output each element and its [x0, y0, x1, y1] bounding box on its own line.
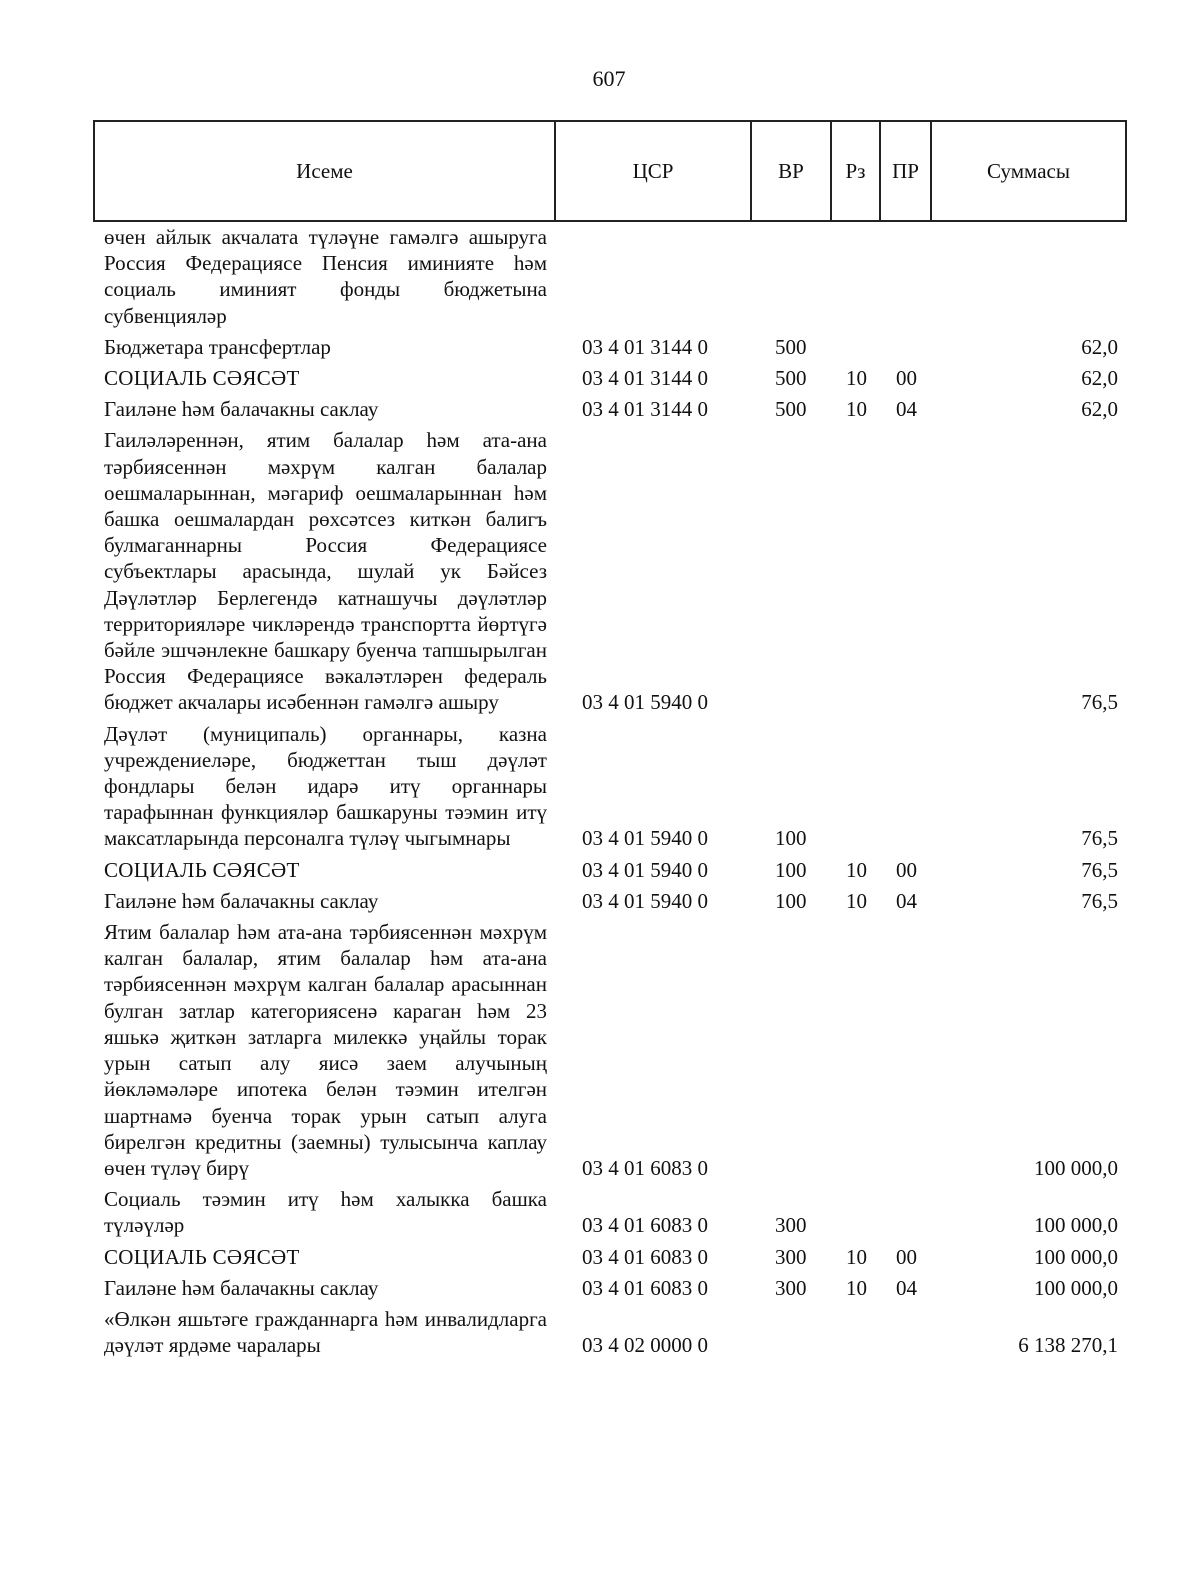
- row-name: Гаиләне һәм балачакны саклау: [104, 1275, 379, 1300]
- row-pr: 00: [896, 857, 917, 882]
- row-csr: 03 4 01 3144 0: [582, 334, 708, 359]
- row-sum: 6 138 270,1: [1018, 1333, 1118, 1358]
- row-sum: 100 000,0: [1034, 1275, 1118, 1300]
- row-pr: 04: [896, 888, 917, 913]
- table-row: [0, 334, 1200, 360]
- row-pr: 04: [896, 397, 917, 422]
- row-vr: 100: [775, 888, 807, 913]
- table-row: [0, 721, 1200, 852]
- row-name: СОЦИАЛЬ СӘЯСӘТ: [104, 366, 300, 391]
- row-rz: 10: [846, 366, 867, 391]
- table-row: [0, 1244, 1200, 1270]
- row-name: Гаиләләреннән, ятим балалар һәм ата-ана тәрбиясеннән мәхрүм калган балалар оешмаларыннан, мәгариф оешмаларыннан һәм башка оешмалардан рөхсәтсез киткән балигъ булмаганнарны Россия Федерациясе субъектлары арасында, шулай ук Бәйсез Дәүләтләр Берлегендә катнашучы дәүләтләр территорияләре чикләрендә транспортта йөртүгә бәйле эшчәнлекне башкару буенча тапшырылган Россия Федерациясе вәкаләтләрен федераль бюджет акчалары исәбеннән гамәлгә ашыру: [104, 428, 547, 715]
- row-rz: 10: [846, 888, 867, 913]
- table-row: [0, 888, 1200, 914]
- row-name: Гаиләне һәм балачакны саклау: [104, 397, 379, 422]
- table-row: [0, 1275, 1200, 1301]
- row-name: Дәүләт (муниципаль) органнары, казна учреждениеләре, бюджеттан тыш дәүләт фондлары белән идарә итү органнары тарафыннан функцияләр башкаруны тәэмин итү максатларында персоналга түләү чыгымнары: [104, 721, 547, 851]
- row-sum: 76,5: [1081, 690, 1118, 715]
- header-rz: Рз: [832, 122, 881, 220]
- row-csr: 03 4 02 0000 0: [582, 1333, 708, 1358]
- row-sum: 62,0: [1081, 397, 1118, 422]
- row-rz: 10: [846, 1244, 867, 1269]
- row-name: Бюджетара трансфертлар: [104, 334, 331, 359]
- row-rz: 10: [846, 857, 867, 882]
- header-name: Исеме: [95, 122, 556, 220]
- table-row: [0, 396, 1200, 422]
- row-sum: 62,0: [1081, 366, 1118, 391]
- table-row: [0, 224, 1200, 329]
- row-csr: 03 4 01 5940 0: [582, 888, 708, 913]
- row-csr: 03 4 01 6083 0: [582, 1213, 708, 1238]
- row-name: СОЦИАЛЬ СӘЯСӘТ: [104, 857, 300, 882]
- row-csr: 03 4 01 3144 0: [582, 397, 708, 422]
- row-vr: 300: [775, 1213, 807, 1238]
- row-name: Гаиләне һәм балачакны саклау: [104, 888, 379, 913]
- row-name: СОЦИАЛЬ СӘЯСӘТ: [104, 1244, 300, 1269]
- table-header: [93, 120, 1127, 222]
- row-csr: 03 4 01 6083 0: [582, 1244, 708, 1269]
- row-pr: 00: [896, 366, 917, 391]
- row-vr: 300: [775, 1244, 807, 1269]
- table-row: [0, 919, 1200, 1181]
- table-row: [0, 857, 1200, 883]
- header-pr: ПР: [881, 122, 932, 220]
- table-body: [0, 224, 1200, 1358]
- row-pr: 00: [896, 1244, 917, 1269]
- row-vr: 100: [775, 826, 807, 851]
- row-sum: 76,5: [1081, 826, 1118, 851]
- row-vr: 100: [775, 857, 807, 882]
- row-vr: 300: [775, 1275, 807, 1300]
- row-rz: 10: [846, 1275, 867, 1300]
- row-csr: 03 4 01 6083 0: [582, 1275, 708, 1300]
- table-row: [0, 1186, 1200, 1238]
- row-csr: 03 4 01 5940 0: [582, 826, 708, 851]
- table-row: [0, 1306, 1200, 1358]
- header-vr: ВР: [752, 122, 832, 220]
- row-vr: 500: [775, 366, 807, 391]
- row-csr: 03 4 01 3144 0: [582, 366, 708, 391]
- row-csr: 03 4 01 6083 0: [582, 1155, 708, 1180]
- row-sum: 76,5: [1081, 888, 1118, 913]
- row-sum: 100 000,0: [1034, 1213, 1118, 1238]
- row-name: Ятим балалар һәм ата-ана тәрбиясеннән мәхрүм калган балалар, ятим балалар һәм ата-ана тәрбиясеннән мәхрүм калган балалар арасыннан булган затлар категориясенә караган һәм 23 яшькә җиткән затларга милеккә уңайлы торак урын сатып алу яисә заем алучының йөкләмәләре ипотека белән тәэмин ителгән шартнамә буенча торак урын сатып алуга бирелгән кредитны (заемны) тулысынча каплау өчен түләү бирү: [104, 920, 547, 1180]
- row-sum: 100 000,0: [1034, 1155, 1118, 1180]
- row-sum: 76,5: [1081, 857, 1118, 882]
- table-row: [0, 427, 1200, 715]
- row-sum: 62,0: [1081, 334, 1118, 359]
- row-pr: 04: [896, 1275, 917, 1300]
- header-csr: ЦСР: [556, 122, 752, 220]
- table-row: [0, 365, 1200, 391]
- row-csr: 03 4 01 5940 0: [582, 690, 708, 715]
- row-csr: 03 4 01 5940 0: [582, 857, 708, 882]
- row-vr: 500: [775, 334, 807, 359]
- header-sum: Суммасы: [987, 158, 1070, 183]
- row-name: «Өлкән яшьтәге гражданнарга һәм инвалидларга дәүләт ярдәме чаралары: [104, 1306, 547, 1358]
- row-name: Социаль тәэмин итү һәм халыкка башка түләүләр: [104, 1187, 547, 1238]
- page-number: 607: [592, 66, 626, 91]
- row-vr: 500: [775, 397, 807, 422]
- row-rz: 10: [846, 397, 867, 422]
- row-name: өчен айлык акчалата түләүне гамәлгә ашыруга Россия Федерациясе Пенсия иминияте һәм социаль иминият фонды бюджетына субвенцияләр: [104, 225, 547, 328]
- row-sum: 100 000,0: [1034, 1244, 1118, 1269]
